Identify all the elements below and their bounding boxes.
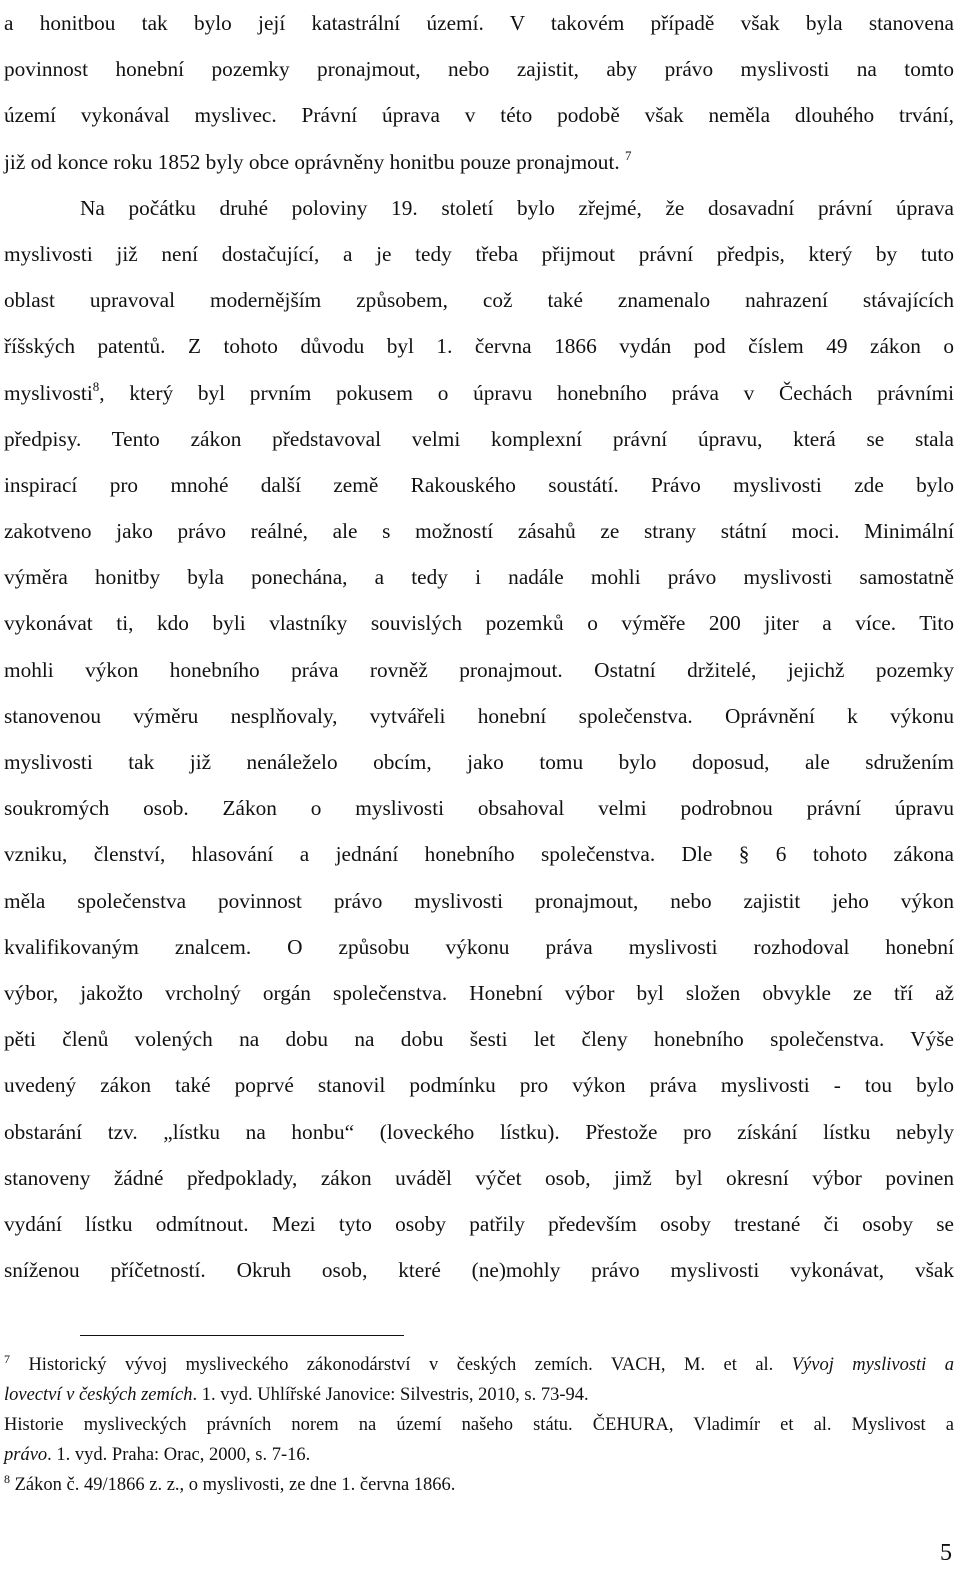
text-line: myslivosti již není dostačující, a je tedy třeba přijmout právní předpis, který by tuto xyxy=(4,241,954,266)
footnote-ref-7[interactable]: 7 xyxy=(625,147,632,163)
footnote-text: . 1. vyd. Praha: Orac, 2000, s. 7-16. xyxy=(47,1445,311,1465)
text-line: vzniku, členství, hlasování a jednání honebního společenstva. Dle § 6 tohoto zákona xyxy=(4,842,954,867)
text-line: sníženou příčetností. Okruh osob, které (ne)mohly právo myslivosti vykonávat, však xyxy=(4,1258,954,1283)
book-title: Vývoj myslivosti a xyxy=(791,1355,954,1375)
text-line: vydání lístku odmítnout. Mezi tyto osoby patřily především osoby trestané či osoby se xyxy=(4,1211,954,1236)
text-line: výměra honitby byla ponechána, a tedy i nadále mohli právo myslivosti samostatně xyxy=(4,565,954,590)
text-line: území vykonával myslivec. Právní úprava v této podobě však neměla dlouhého trvání, xyxy=(4,103,954,128)
footnote-ref-8[interactable]: 8 xyxy=(92,378,100,394)
text-line: mohli výkon honebního práva rovněž pronajmout. Ostatní držitelé, jejichž pozemky xyxy=(4,657,954,682)
text-line: myslivosti tak již nenáleželo obcím, jako tomu bylo doposud, ale sdružením xyxy=(4,750,954,774)
text-line: výbor, jakožto vrcholný orgán společenstva. Honební výbor byl složen obvykle ze tří až xyxy=(4,980,954,1005)
footnote-number: 8 xyxy=(4,1472,10,1486)
text-line: obstarání tzv. „lístku na honbu“ (loveckého lístku). Přestože pro získání lístku nebyly xyxy=(4,1119,954,1144)
text-line: oblast upravoval modernějším způsobem, což také znamenalo nahrazení stávajících xyxy=(4,288,954,313)
text-line: stanoveny žádné předpoklady, zákon uváděl výčet osob, jimž byl okresní výbor povinen xyxy=(4,1165,954,1190)
book-title: lovectví v českých zemích xyxy=(4,1385,193,1405)
page-number: 5 xyxy=(940,1540,952,1566)
text-line: předpisy. Tento zákon představoval velmi komplexní právní úpravu, která se stala xyxy=(4,426,954,451)
footnote-separator xyxy=(80,1335,404,1336)
text-segment: , který byl prvním pokusem o úpravu honebního práva v Čechách právními xyxy=(99,380,954,405)
text-line: pěti členů volených na dobu na dobu šesti let členy honebního společenstva. Výše xyxy=(4,1027,954,1052)
footnote-text: Historický vývoj mysliveckého zákonodárství v českých zemích. VACH, M. et al. xyxy=(10,1355,792,1375)
text-segment: myslivosti xyxy=(4,380,93,405)
footnote-7-cont xyxy=(4,1440,954,1470)
document-page xyxy=(4,0,954,1293)
text-line: povinnost honební pozemky pronajmout, nebo zajistit, aby právo myslivosti na tomto xyxy=(4,57,954,82)
text-segment: již od konce roku 1852 byly obce oprávněny honitbu pouze pronajmout. xyxy=(4,149,620,174)
text-line: uvedený zákon také poprvé stanovil podmínku pro výkon práva myslivosti - tou bylo xyxy=(4,1073,954,1098)
text-line xyxy=(4,370,954,416)
text-line: vykonávat ti, kdo byli vlastníky souvislých pozemků o výměře 200 jiter a více. Tito xyxy=(4,611,954,636)
footnote-7-cont: Historie mysliveckých právních norem na území našeho státu. ČEHURA, Vladimír et al. Myslivost a xyxy=(4,1415,954,1435)
text-line: soukromých osob. Zákon o myslivosti obsahoval velmi podrobnou právní úpravu xyxy=(4,796,954,821)
footnote-7-cont xyxy=(4,1380,954,1410)
body-paragraphs xyxy=(4,0,954,1293)
text-line: říšských patentů. Z tohoto důvodu byl 1. června 1866 vydán pod číslem 49 zákon o xyxy=(4,334,954,359)
footnote-text: Zákon č. 49/1866 z. z., o myslivosti, ze dne 1. června 1866. xyxy=(10,1475,456,1495)
text-line: Na počátku druhé poloviny 19. století bylo zřejmé, že dosavadní právní úprava xyxy=(80,195,954,220)
text-line: inspirací pro mnohé další země Rakouského soustátí. Právo myslivosti zde bylo xyxy=(4,472,954,497)
footnote-number: 7 xyxy=(4,1352,10,1366)
footnote-8 xyxy=(4,1470,954,1500)
text-line: a honitbou tak bylo její katastrální území. V takovém případě však byla stanovena xyxy=(4,11,954,35)
footnote-7 xyxy=(4,1350,954,1380)
footnotes xyxy=(4,1350,954,1500)
text-line: měla společenstva povinnost právo myslivosti pronajmout, nebo zajistit jeho výkon xyxy=(4,888,954,913)
book-title: právo xyxy=(4,1445,48,1465)
text-line: zakotveno jako právo reálné, ale s možností zásahů ze strany státní moci. Minimální xyxy=(4,519,954,544)
footnote-text: . 1. vyd. Uhlířské Janovice: Silvestris, 2010, s. 73-94. xyxy=(192,1385,589,1405)
text-line: kvalifikovaným znalcem. O způsobu výkonu práva myslivosti rozhodoval honební xyxy=(4,934,954,959)
text-line xyxy=(4,139,954,185)
text-line: stanovenou výměru nesplňovaly, vytvářeli honební společenstva. Oprávnění k výkonu xyxy=(4,703,954,728)
